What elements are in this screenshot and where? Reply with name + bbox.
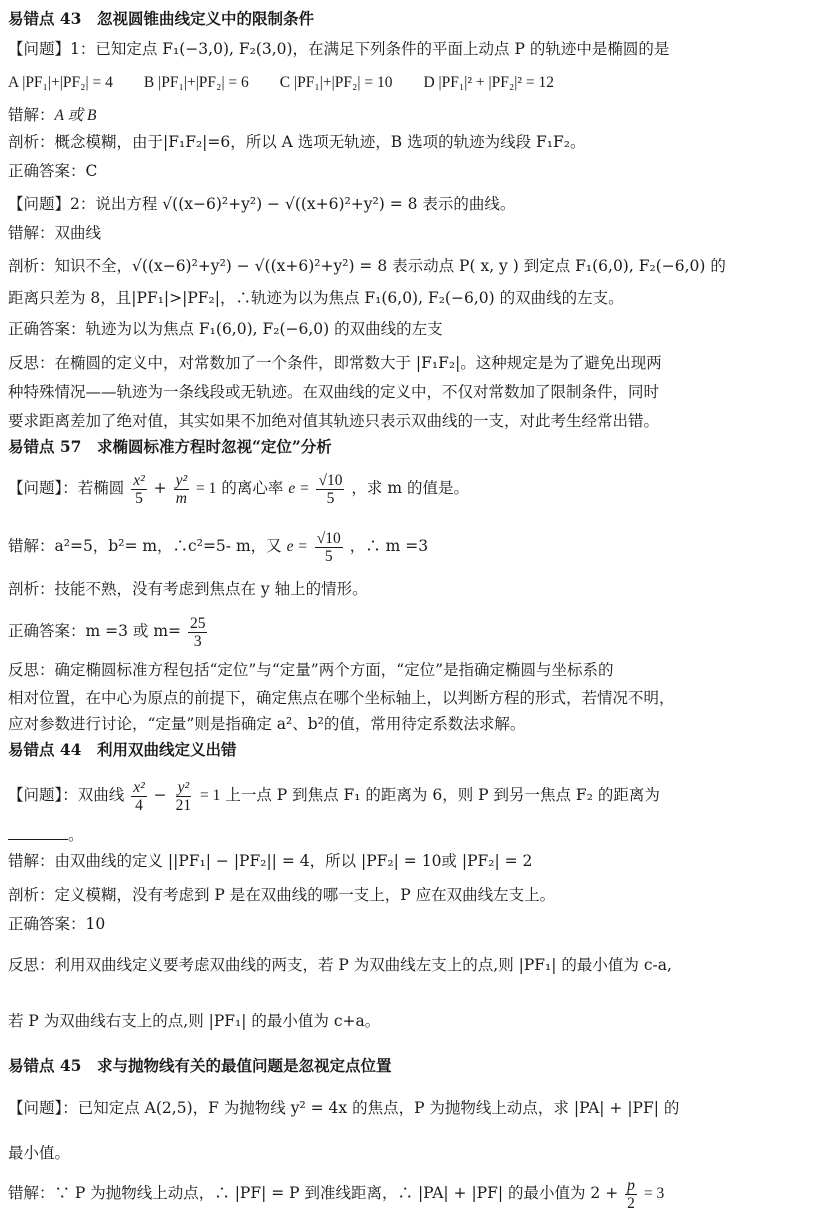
wrong-text-b: ，∴ m =3 [349,537,429,555]
answer-text: 正确答案：m =3 或 m= [8,622,182,640]
question-text-c: ，求 m 的值是。 [351,479,469,497]
fraction-denominator: 4 [135,796,143,814]
section-44-title: 易错点 44 利用双曲线定义出错 [8,740,237,759]
section-44-wrong-solution: 错解：由双曲线的定义 ||PF₁| − |PF₂|| = 4，所以 |PF₂| = 10或 |PF₂| = 2 [8,852,533,870]
wrong-value: A 或 B [54,107,97,124]
answer-blank [8,825,68,840]
wrong-text-a: 错解：∵ P 为抛物线上动点，∴ |PF| = P 到准线距离，∴ |PA| + |PF| 的最小值为 2 + [8,1184,619,1202]
wrong-text-a: 错解：a²=5，b²= m，∴c²=5- m，又 [8,537,282,555]
section-44-answer: 正确答案：10 [8,915,106,933]
section-43-title: 易错点 43 忽视圆锥曲线定义中的限制条件 [8,9,314,28]
section-44-analysis: 剖析：定义模糊，没有考虑到 P 是在双曲线的哪一支上，P 应在双曲线左支上。 [8,886,556,904]
wrong-text-b: = 3 [643,1185,665,1202]
section-43-reflection-1: 反思：在椭圆的定义中，对常数加了一个条件，即常数大于 |F₁F₂|。这种规定是为了避免出现两 [8,354,662,372]
fraction-denominator: 3 [193,632,202,650]
section-43-question-2: 【问题】2：说出方程 √((x−6)²+y²) − √((x+6)²+y²) = 8 表示的曲线。 [8,195,516,213]
fraction-numerator: y² [177,778,190,796]
section-43-question-1: 【问题】1：已知定点 F₁(−3,0), F₂(3,0)，在满足下列条件的平面上动点 P 的轨迹中是椭圆的是 [8,40,670,58]
section-57-reflection-3: 应对参数进行讨论，“定量”则是指确定 a²、b²的值，常用待定系数法求解。 [8,715,526,733]
fraction-sqrt10-over-5 [315,530,343,565]
fraction-denominator: m [175,489,187,507]
fraction-x2-over-5 [131,472,147,507]
section-44-reflection-1: 反思：利用双曲线定义要考虑双曲线的两支，若 P 为双曲线左支上的点,则 |PF₁| 的最小值为 c-a, [8,956,672,974]
section-44-reflection-2: 若 P 为双曲线右支上的点,则 |PF₁| 的最小值为 c+a。 [8,1012,381,1030]
period: 。 [68,826,84,844]
fraction-p-over-2 [625,1177,637,1212]
fraction-numerator: √10 [318,471,343,489]
section-43-options: A |PF₁|+|PF₂| = 4 B |PF₁|+|PF₂| = 6 C |PF₁|+|PF₂| = 10 D |PF₁|² + |PF₂|² = 12 [8,74,554,91]
section-45-title: 易错点 45 求与抛物线有关的最值问题是忽视定点位置 [8,1056,392,1075]
section-45-question-2: 最小值。 [8,1144,71,1162]
fraction-numerator: y² [175,471,188,489]
e-equals: e = [288,480,310,497]
section-57-title: 易错点 57 求椭圆标准方程时忽视“定位”分析 [8,437,332,456]
fraction-25-over-3 [188,615,208,650]
fraction-denominator: 5 [326,489,335,507]
fraction-y2-over-m [174,472,190,507]
fraction-denominator: 5 [135,489,143,507]
e-equals: e = [286,538,308,555]
section-57-question: 【问题】：若椭圆 $\frac{\text{x²}}{5}$ + $\frac{\text{y²}}{m}$ = 1 的离心率 e = $\frac{√10}{5}$ ，求 m 的值是。 [8,471,469,507]
section-44-question: 【问题】：双曲线 $\frac{\text{x²}}{4}$ − $\frac{\text{y²}}{21}$ = 1 上一点 P 到焦点 F₁ 的距离为 6，则 P 到另一焦点 F₂ 的距离为 [8,778,660,814]
section-57-reflection-1: 反思：确定椭圆标准方程包括“定位”与“定量”两个方面，“定位”是指确定椭圆与坐标系的 [8,661,614,679]
section-43-answer: 正确答案：C [8,162,98,180]
question-text-a: 【问题】：若椭圆 [8,479,125,497]
section-43-reflection-3: 要求距离差加了绝对值，其实如果不加绝对值其轨迹只表示双曲线的一支，对此考生经常出错。 [8,412,660,430]
fraction-denominator: 21 [175,796,192,814]
fraction-y2-over-21 [174,779,194,814]
section-57-wrong-solution [8,524,815,569]
section-45-wrong-solution [8,1170,815,1217]
section-43-wrong-solution-2: 错解：双曲线 [8,224,102,242]
question-text-b: 的离心率 [221,479,284,497]
wrong-label: 错解： [8,106,55,124]
section-43-reflection-2: 种特殊情况——轨迹为一条线段或无轨迹。在双曲线的定义中，不仅对常数加了限制条件，同时 [8,383,660,401]
section-57-answer [8,608,815,654]
fraction-numerator: x² [133,778,145,796]
fraction-numerator: 25 [189,614,206,632]
fraction-numerator: x² [133,471,145,489]
equals-one: = 1 [196,480,217,497]
fraction-numerator: √10 [316,529,341,547]
section-43-analysis-2b: 距离只差为 8，且|PF₁|>|PF₂|，∴轨迹为以为焦点 F₁(6,0), F₂(−6,0) 的双曲线的左支。 [8,289,624,307]
section-44-answer-blank [8,824,815,846]
section-43-analysis-2a: 剖析：知识不全，√((x−6)²+y²) − √((x+6)²+y²) = 8 表示动点 P( x, y ) 到定点 F₁(6,0), F₂(−6,0) 的 [8,257,726,275]
section-57-reflection-2: 相对位置，在中心为原点的前提下，确定焦点在哪个坐标轴上，以判断方程的形式，若情况不明， [8,689,675,707]
fraction-denominator: 2 [627,1194,635,1212]
fraction-numerator: p [627,1176,635,1194]
question-text-a: 【问题】：双曲线 [8,786,125,804]
fraction-sqrt10-over-5 [316,472,344,507]
section-43-analysis: 剖析：概念模糊，由于|F₁F₂|=6，所以 A 选项无轨迹，B 选项的轨迹为线段 F₁F₂。 [8,133,586,151]
question-text-b: 上一点 P 到焦点 F₁ 的距离为 6，则 P 到另一焦点 F₂ 的距离为 [225,786,660,804]
fraction-denominator: 5 [324,547,333,565]
section-43-answer-2: 正确答案：轨迹为以为焦点 F₁(6,0), F₂(−6,0) 的双曲线的左支 [8,320,443,338]
fraction-x2-over-4 [131,779,147,814]
section-45-question-1: 【问题】：已知定点 A(2,5)，F 为抛物线 y² = 4x 的焦点，P 为抛物线上动点，求 |PA| + |PF| 的 [8,1099,680,1117]
section-43-wrong-solution [8,104,815,127]
equals-one: = 1 [200,787,221,804]
section-57-analysis: 剖析：技能不熟，没有考虑到焦点在 y 轴上的情形。 [8,580,368,598]
